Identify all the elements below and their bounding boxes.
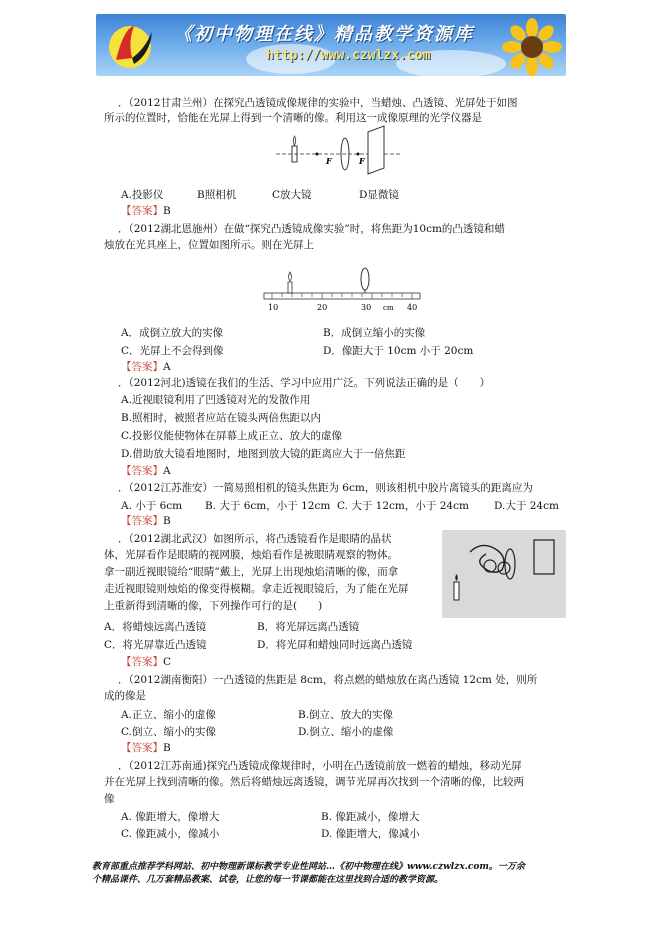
question-1-option-a: A.投影仪 bbox=[121, 189, 164, 201]
question-5-line-4: 走近视眼镜则烛焰的像变得模糊。拿走近视眼镜后，为了能在光屏 bbox=[104, 583, 409, 595]
question-4-option-d: D.大于 24cm bbox=[494, 500, 559, 512]
ruler-tick-10: 10 bbox=[268, 303, 279, 312]
question-6-option-a: A.正立、缩小的虚像 bbox=[121, 709, 216, 721]
ruler-tick-20: 20 bbox=[317, 303, 328, 312]
ruler-tick-30: 30 bbox=[361, 303, 372, 312]
answer-label: 【答案】 bbox=[121, 742, 163, 754]
ruler-tick-40: 40 bbox=[407, 303, 418, 312]
question-5-option-a: A．将蜡烛远离凸透镜 bbox=[104, 621, 207, 633]
candle-icon bbox=[288, 282, 292, 293]
flame-icon bbox=[293, 136, 296, 145]
question-5-line-3: 拿一副近视眼镜给“眼睛”戴上，光屏上出现烛焰清晰的像，而拿 bbox=[104, 566, 399, 578]
question-7-option-a: A. 像距增大，像增大 bbox=[121, 811, 220, 823]
question-2-answer bbox=[121, 360, 171, 374]
answer-value: B bbox=[163, 515, 171, 527]
question-5-option-d: D．将光屏和蜡烛同时远离凸透镜 bbox=[257, 639, 413, 651]
question-1-option-d: D显微镜 bbox=[359, 189, 399, 201]
question-5-line-5: 上重新得到清晰的像，下列操作可行的是( ) bbox=[104, 600, 323, 612]
candle-icon bbox=[454, 582, 459, 600]
question-5-answer bbox=[121, 655, 171, 669]
question-3-answer bbox=[121, 464, 171, 478]
question-7-line-2: 并在光屏上找到清晰的像。然后将蜡烛远离透镜，调节光屏再次找到一个清晰的像，比较两 bbox=[104, 776, 524, 788]
focal-label-left: F bbox=[326, 156, 332, 166]
question-6-line-2: 成的像是 bbox=[104, 690, 146, 702]
question-1-option-b: B照相机 bbox=[197, 189, 237, 201]
question-5-line-2: 体，光屏看作是眼睛的视网膜，烛焰看作是被眼睛观察的物体。 bbox=[104, 549, 398, 561]
question-2-option-a: A．成倒立放大的实像 bbox=[121, 327, 224, 339]
banner-url[interactable]: http://www.czwlzx.com bbox=[266, 48, 431, 63]
question-7-option-c: C. 像距减小，像减小 bbox=[121, 828, 220, 840]
optical-bench-figure bbox=[262, 266, 422, 314]
footer-line-1: 教育部重点推荐学科网站、初中物理新课标教学专业性网站…《初中物理在线》www.czwlzx.com。一万余 bbox=[92, 862, 525, 872]
question-2-line-1: ．（2012湖北恩施州）在做“探究凸透镜成像实验”时，将焦距为10cm的凸透镜和蜡 bbox=[118, 223, 505, 235]
question-4-option-b: B. 大于 6cm，小于 12cm bbox=[205, 500, 331, 512]
question-5-option-c: C．将光屏靠近凸透镜 bbox=[104, 639, 207, 651]
answer-label: 【答案】 bbox=[121, 465, 163, 477]
question-1-option-c: C放大镜 bbox=[272, 189, 312, 201]
question-3-option-a: A.近视眼镜利用了凹透镜对光的发散作用 bbox=[121, 394, 311, 406]
ruler-unit: cm bbox=[383, 304, 394, 312]
answer-label: 【答案】 bbox=[121, 515, 163, 527]
question-4-answer bbox=[121, 514, 171, 528]
question-5-option-b: B．将光屏远离凸透镜 bbox=[257, 621, 360, 633]
answer-label: 【答案】 bbox=[121, 656, 163, 668]
question-2-option-c: C．光屏上不会得到像 bbox=[121, 345, 224, 357]
eye-model-photo bbox=[442, 530, 566, 618]
question-4-option-c: C. 大于 12cm，小于 24cm bbox=[337, 500, 469, 512]
question-3-option-c: C.投影仪能使物体在屏幕上成正立、放大的虚像 bbox=[121, 430, 342, 442]
answer-value: B bbox=[163, 205, 171, 217]
question-6-option-c: C.倒立、缩小的实像 bbox=[121, 726, 216, 738]
answer-value: A bbox=[163, 465, 171, 477]
question-2-option-d: D．像距大于 10cm 小于 20cm bbox=[323, 345, 474, 357]
light-screen-icon bbox=[368, 126, 384, 174]
focal-label-right: F bbox=[359, 156, 365, 166]
convex-lens-icon bbox=[361, 268, 369, 290]
question-4-option-a: A. 小于 6cm bbox=[121, 500, 183, 512]
question-7-line-1: ．（2012江苏南通)探究凸透镜成像规律时，小明在凸透镜前放一燃着的蜡烛，移动光屏 bbox=[118, 760, 522, 772]
question-2-option-b: B．成倒立缩小的实像 bbox=[323, 327, 426, 339]
flame-icon bbox=[289, 272, 292, 281]
question-2-line-2: 烛放在光具座上，位置如图所示。则在光屏上 bbox=[104, 239, 314, 251]
answer-label: 【答案】 bbox=[121, 361, 163, 373]
question-3-option-d: D.借助放大镜看地图时，地图到放大镜的距离应大于一倍焦距 bbox=[121, 448, 406, 460]
answer-value: C bbox=[163, 656, 172, 668]
question-7-option-d: D. 像距增大，像减小 bbox=[321, 828, 420, 840]
question-6-option-b: B.倒立、放大的实像 bbox=[298, 709, 394, 721]
question-6-option-d: D.倒立、缩小的虚像 bbox=[298, 726, 394, 738]
question-3-line-1: ．（2012河北)透镜在我们的生活、学习中应用广泛。下列说法正确的是（ ） bbox=[118, 377, 491, 389]
page-footer bbox=[92, 861, 572, 887]
question-1-answer bbox=[121, 204, 171, 218]
question-6-answer bbox=[121, 741, 171, 755]
question-7-option-b: B. 像距减小，像增大 bbox=[321, 811, 420, 823]
question-4-line-1: ．（2012江苏淮安）一简易照相机的镜头焦距为 6cm，则该相机中胶片离镜头的距离应为 bbox=[118, 482, 533, 494]
answer-value: B bbox=[163, 742, 171, 754]
question-5-line-1: ．（2012湖北武汉）如图所示，将凸透镜看作是眼睛的晶状 bbox=[118, 533, 392, 545]
focal-point-left bbox=[316, 153, 319, 156]
lens-experiment-figure bbox=[276, 124, 400, 176]
answer-label: 【答案】 bbox=[121, 205, 163, 217]
question-6-line-1: ．（2012湖南衡阳）一凸透镜的焦距是 8cm，将点燃的蜡烛放在离凸透镜 12cm 处，则所 bbox=[118, 674, 538, 686]
question-7-line-3: 像 bbox=[104, 793, 115, 805]
question-1-line-2: 所示的位置时，恰能在光屏上得到一个清晰的像。利用这一成像原理的光学仪器是 bbox=[104, 112, 482, 124]
site-logo-icon bbox=[104, 20, 160, 70]
question-1-line-1: ．（2012甘肃兰州）在探究凸透镜成像规律的实验中，当蜡烛、凸透镜、光屏处于如图 bbox=[118, 97, 518, 109]
header-banner bbox=[96, 14, 566, 76]
banner-title: 《初中物理在线》精品教学资源库 bbox=[174, 24, 474, 45]
answer-value: A bbox=[163, 361, 171, 373]
sunflower-icon bbox=[502, 18, 562, 76]
footer-line-2: 个精品课件、几万套精品教案、试卷，让您的每一节课都能在这里找到合适的教学资源。 bbox=[92, 875, 444, 885]
question-3-option-b: B.照相时，被照者应站在镜头两倍焦距以内 bbox=[121, 412, 322, 424]
